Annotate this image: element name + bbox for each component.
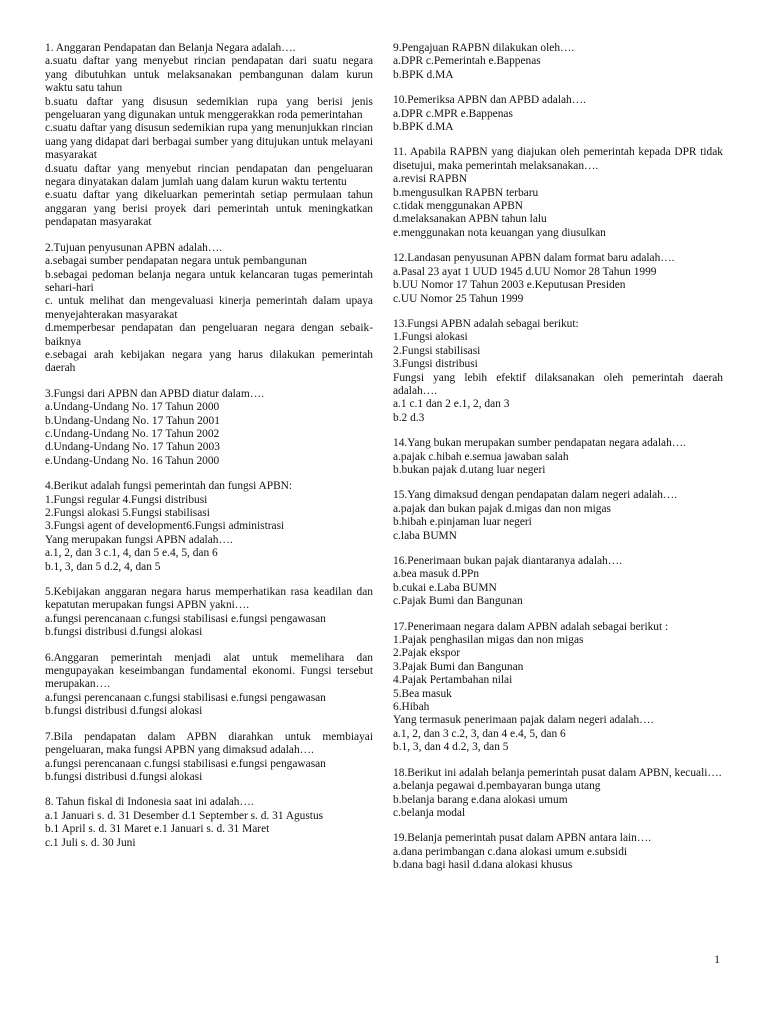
question-text: 9.Pengajuan RAPBN dilakukan oleh…. (393, 42, 575, 54)
options-row: a.Pasal 23 ayat 1 UUD 1945 d.UU Nomor 28 Tahun 1999 (393, 265, 657, 278)
options-row: b.UU Nomor 17 Tahun 2003 e.Keputusan Presiden (393, 279, 626, 292)
question-text: 13.Fungsi APBN adalah sebagai berikut: (393, 317, 579, 330)
option-d: d.melaksanakan APBN tahun lalu (393, 213, 547, 226)
question-7 (45, 731, 373, 785)
option-d: d.suatu daftar yang menyebut rincian pendapatan dan pengeluaran negara dinyatakan dalam jumlah uang dalam kurun waktu tertentu (45, 162, 373, 189)
options-row: a.dana perimbangan c.dana alokasi umum e.subsidi (393, 845, 628, 858)
question-3 (45, 388, 373, 468)
item-line: 1.Fungsi regular 4.Fungsi distribusi (45, 493, 208, 506)
options-row: b.BPK d.MA (393, 121, 454, 134)
options-row: a.1 Januari s. d. 31 Desember d.1 September s. d. 31 Agustus (45, 809, 324, 822)
options-row: a.DPR c.MPR e.Bappenas (393, 107, 513, 120)
options-row: a.bea masuk d.PPn (393, 568, 480, 581)
question-text: 8. Tahun fiskal di Indonesia saat ini adalah…. (45, 796, 254, 809)
options-row: b.1, 3, dan 4 d.2, 3, dan 5 (393, 741, 509, 754)
option-d: d.memperbesar pendapatan dan pengeluaran negara dengan sebaik-baiknya (45, 322, 373, 348)
question-19 (393, 832, 723, 872)
question-5 (45, 586, 373, 640)
item-line: 3.Fungsi agent of development6.Fungsi administrasi (45, 520, 285, 533)
question-text: 16.Penerimaan bukan pajak diantaranya adalah…. (393, 555, 622, 567)
question-1 (45, 42, 373, 230)
option-c: c.Undang-Undang No. 17 Tahun 2002 (45, 427, 220, 440)
options-row: c.laba BUMN (393, 529, 457, 542)
option-a: a.Undang-Undang No. 17 Tahun 2000 (45, 401, 220, 414)
option-a: a.sebagai sumber pendapatan negara untuk pembangunan (45, 255, 307, 268)
question-prompt: Fungsi yang lebih efektif dilaksanakan oleh pemerintah daerah adalah…. (393, 371, 723, 397)
options-row: b.fungsi distribusi d.fungsi alokasi (45, 626, 203, 639)
question-prompt: Yang merupakan fungsi APBN adalah…. (45, 533, 233, 546)
question-text: 18.Berikut ini adalah belanja pemerintah pusat dalam APBN, kecuali…. (393, 766, 722, 779)
options-row: c.belanja modal (393, 806, 466, 819)
question-8 (45, 796, 373, 850)
right-column (393, 42, 723, 885)
options-row: b.cukai e.Laba BUMN (393, 581, 497, 594)
options-row: b.fungsi distribusi d.fungsi alokasi (45, 705, 203, 718)
options-row: a.1, 2, dan 3 c.2, 3, dan 4 e.4, 5, dan 6 (393, 727, 566, 740)
question-text: 7.Bila pendapatan dalam APBN diarahkan untuk membiayai pengeluaran, maka fungsi APBN yang dimaksud adalah…. (45, 730, 373, 757)
options-row: b.BPK d.MA (393, 68, 454, 81)
question-11 (393, 146, 723, 240)
option-a: a.revisi RAPBN (393, 173, 468, 186)
options-row: b.hibah e.pinjaman luar negeri (393, 516, 532, 529)
options-row: a.1 c.1 dan 2 e.1, 2, dan 3 (393, 398, 510, 411)
item-line: 5.Bea masuk (393, 687, 452, 700)
page-number: 1 (714, 954, 720, 966)
question-text: 15.Yang dimaksud dengan pendapatan dalam negeri adalah…. (393, 489, 678, 502)
item-line: 2.Fungsi stabilisasi (393, 344, 481, 357)
options-row: a.DPR c.Pemerintah e.Bappenas (393, 55, 541, 68)
item-line: 2.Fungsi alokasi 5.Fungsi stabilisasi (45, 507, 210, 519)
question-text: 6.Anggaran pemerintah menjadi alat untuk memelihara dan mengupayakan keseimbangan fundamental ekonomi. Fungsi tersebut merupakan…. (45, 651, 373, 691)
question-text: 2.Tujuan penyusunan APBN adalah…. (45, 241, 223, 254)
question-2 (45, 242, 373, 376)
question-text: 10.Pemeriksa APBN dan APBD adalah…. (393, 94, 586, 107)
item-line: 6.Hibah (393, 701, 430, 714)
option-c: c.suatu daftar yang disusun sedemikian rupa yang menunjukkan rincian uang yang didapat dari berbagai sumber yang ditujukan untuk melayani masyarakat (45, 122, 373, 162)
option-c: c. untuk melihat dan mengevaluasi kinerja pemerintah dalam upaya menyejahterakan masyarakat (45, 295, 373, 321)
question-15 (393, 489, 723, 543)
question-6 (45, 652, 373, 719)
options-row: c.UU Nomor 25 Tahun 1999 (393, 292, 524, 305)
options-row: b.2 d.3 (393, 411, 425, 424)
option-b: b.mengusulkan RAPBN terbaru (393, 186, 539, 199)
item-line: 1.Pajak penghasilan migas dan non migas (393, 634, 584, 647)
question-text: 5.Kebijakan anggaran negara harus memperhatikan rasa keadilan dan kepatutan merupakan fungsi APBN yakni…. (45, 586, 373, 612)
option-c: c.tidak menggunakan APBN (393, 200, 524, 213)
question-17 (393, 621, 723, 755)
question-13 (393, 318, 723, 425)
question-text: 4.Berikut adalah fungsi pemerintah dan fungsi APBN: (45, 480, 293, 493)
item-line: 2.Pajak ekspor (393, 647, 461, 660)
option-e: e.sebagai arah kebijakan negara yang harus dilakukan pemerintah daerah (45, 348, 373, 375)
question-9 (393, 42, 723, 82)
question-16 (393, 555, 723, 609)
option-b: b.Undang-Undang No. 17 Tahun 2001 (45, 414, 220, 427)
question-14 (393, 437, 723, 477)
options-row: c.Pajak Bumi dan Bangunan (393, 595, 523, 608)
option-b: b.suatu daftar yang disusun sedemikian rupa yang berisi jenis pengeluaran yang digunakan untuk menggerakkan roda pemerintahan (45, 95, 373, 122)
question-text: 17.Penerimaan negara dalam APBN adalah sebagai berikut : (393, 620, 669, 633)
question-text: 11. Apabila RAPBN yang diajukan oleh pemerintah kepada DPR tidak disetujui, maka pemerintah melaksanakan…. (393, 146, 723, 172)
question-12 (393, 252, 723, 306)
option-d: d.Undang-Undang No. 17 Tahun 2003 (45, 441, 220, 454)
options-row: b.fungsi distribusi d.fungsi alokasi (45, 770, 203, 783)
options-row: a.fungsi perencanaan c.fungsi stabilisasi e.fungsi pengawasan (45, 612, 326, 625)
question-4 (45, 480, 373, 574)
question-text: 12.Landasan penyusunan APBN dalam format baru adalah…. (393, 252, 675, 265)
item-line: 3.Pajak Bumi dan Bangunan (393, 660, 524, 673)
options-row: a.pajak c.hibah e.semua jawaban salah (393, 450, 569, 463)
options-row: a.pajak dan bukan pajak d.migas dan non migas (393, 502, 611, 515)
options-row: a.fungsi perencanaan c.fungsi stabilisasi e.fungsi pengawasan (45, 691, 326, 704)
options-row: b.belanja barang e.dana alokasi umum (393, 793, 568, 806)
question-text: 1. Anggaran Pendapatan dan Belanja Negara adalah…. (45, 42, 296, 54)
question-10 (393, 94, 723, 134)
question-prompt: Yang termasuk penerimaan pajak dalam negeri adalah…. (393, 714, 654, 727)
option-b: b.sebagai pedoman belanja negara untuk kelancaran tugas pemerintah sehari-hari (45, 268, 373, 294)
options-row: a.1, 2, dan 3 c.1, 4, dan 5 e.4, 5, dan 6 (45, 547, 218, 560)
item-line: 1.Fungsi alokasi (393, 331, 468, 344)
question-text: 14.Yang bukan merupakan sumber pendapatan negara adalah…. (393, 437, 687, 450)
options-row: c.1 Juli s. d. 30 Juni (45, 836, 136, 849)
item-line: 4.Pajak Pertambahan nilai (393, 674, 513, 687)
options-row: b.1 April s. d. 31 Maret e.1 Januari s. d. 31 Maret (45, 823, 270, 836)
question-text: 3.Fungsi dari APBN dan APBD diatur dalam…. (45, 387, 264, 400)
options-row: b.bukan pajak d.utang luar negeri (393, 463, 546, 476)
options-row: b.dana bagi hasil d.dana alokasi khusus (393, 859, 573, 872)
options-row: a.fungsi perencanaan c.fungsi stabilisasi e.fungsi pengawasan (45, 757, 326, 770)
question-18 (393, 767, 723, 821)
left-column (45, 42, 373, 862)
question-text: 19.Belanja pemerintah pusat dalam APBN antara lain…. (393, 832, 652, 845)
option-e: e.Undang-Undang No. 16 Tahun 2000 (45, 454, 220, 467)
options-row: a.belanja pegawai d.pembayaran bunga utang (393, 780, 601, 793)
option-e: e.suatu daftar yang dikeluarkan pemerintah setiap permulaan tahun anggaran yang berisi proyek dari pemerintah untuk meningkatkan pendapatan masyarakat (45, 189, 373, 229)
option-e: e.menggunakan nota keuangan yang diusulkan (393, 226, 606, 239)
options-row: b.1, 3, dan 5 d.2, 4, dan 5 (45, 560, 161, 573)
item-line: 3.Fungsi distribusi (393, 358, 478, 371)
option-a: a.suatu daftar yang menyebut rincian pendapatan dari suatu negara yang dibutuhkan untuk melaksanakan pembangunan dalam kurun waktu satu tahun (45, 55, 373, 95)
